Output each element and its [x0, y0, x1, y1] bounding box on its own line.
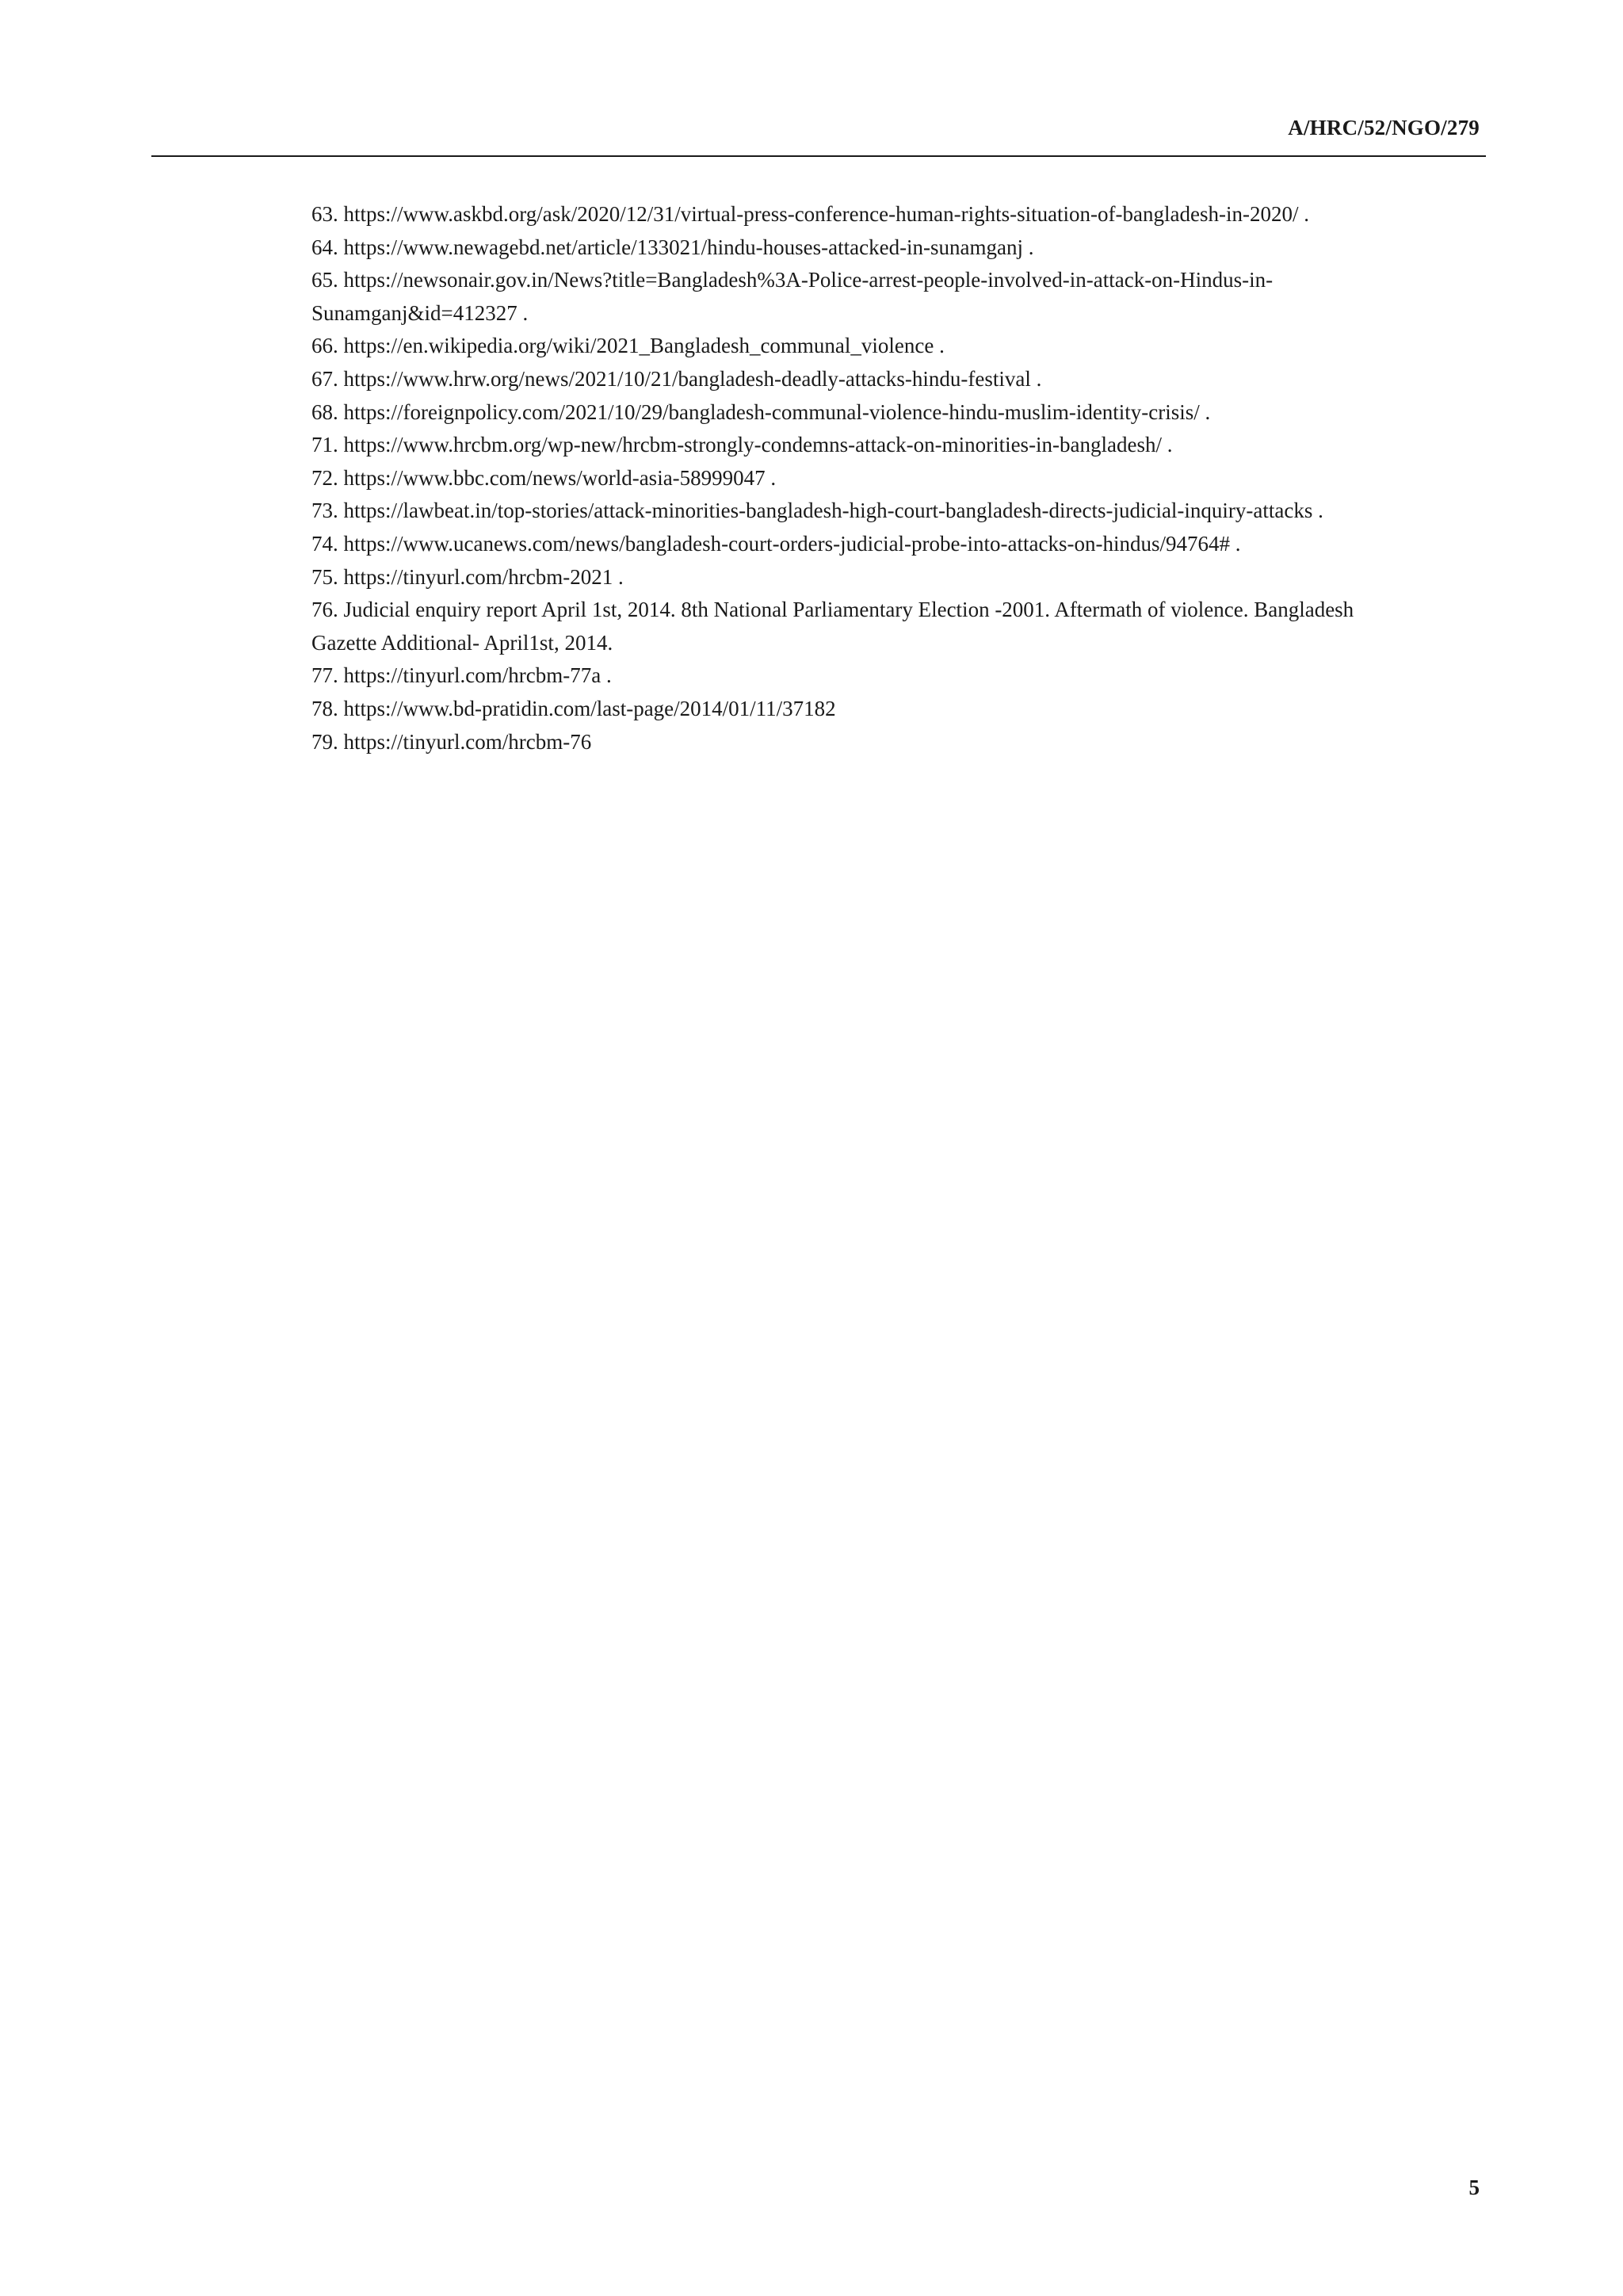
endnote-67: 67. https://www.hrw.org/news/2021/10/21/bangladesh-deadly-attacks-hindu-festival . [311, 366, 1042, 391]
header-divider [151, 155, 1486, 157]
endnote-63: 63. https://www.askbd.org/ask/2020/12/31/virtual-press-conference-human-rights-situation-of-bangladesh-in-2020/ . [311, 202, 1309, 226]
endnote-72: 72. https://www.bbc.com/news/world-asia-58999047 . [311, 465, 777, 490]
endnote-71: 71. https://www.hrcbm.org/wp-new/hrcbm-strongly-condemns-attack-on-minorities-in-bangladesh/ . [311, 433, 1173, 457]
document-symbol: A/HRC/52/NGO/279 [1288, 116, 1480, 139]
endnote-73: 73. https://lawbeat.in/top-stories/attack-minorities-bangladesh-high-court-bangladesh-directs-judicial-inquiry-attacks . [311, 499, 1323, 523]
endnote-65: 65. https://newsonair.gov.in/News?title=Bangladesh%3A-Police-arrest-people-involved-in-attack-on-Hindus-in-Sunamganj&id=412327 . [311, 268, 1274, 325]
endnotes-list [311, 198, 1365, 758]
endnote-79: 79. https://tinyurl.com/hrcbm-76 [311, 729, 592, 754]
endnote-75: 75. https://tinyurl.com/hrcbm-2021 . [311, 564, 624, 589]
endnote-76: 76. Judicial enquiry report April 1st, 2014. 8th National Parliamentary Election -2001. Aftermath of violence. Bangladesh Gazette Additional- April1st, 2014. [311, 598, 1354, 655]
endnote-77: 77. https://tinyurl.com/hrcbm-77a . [311, 663, 612, 688]
endnote-68: 68. https://foreignpolicy.com/2021/10/29/bangladesh-communal-violence-hindu-muslim-identity-crisis/ . [311, 399, 1211, 424]
endnote-66: 66. https://en.wikipedia.org/wiki/2021_Bangladesh_communal_violence . [311, 334, 945, 358]
endnote-78: 78. https://www.bd-pratidin.com/last-page/2014/01/11/37182 [311, 696, 836, 720]
endnote-74: 74. https://www.ucanews.com/news/bangladesh-court-orders-judicial-probe-into-attacks-on-hindus/94764# . [311, 531, 1241, 556]
endnote-64: 64. https://www.newagebd.net/article/133021/hindu-houses-attacked-in-sunamganj . [311, 235, 1034, 259]
page-number: 5 [1468, 2176, 1480, 2199]
